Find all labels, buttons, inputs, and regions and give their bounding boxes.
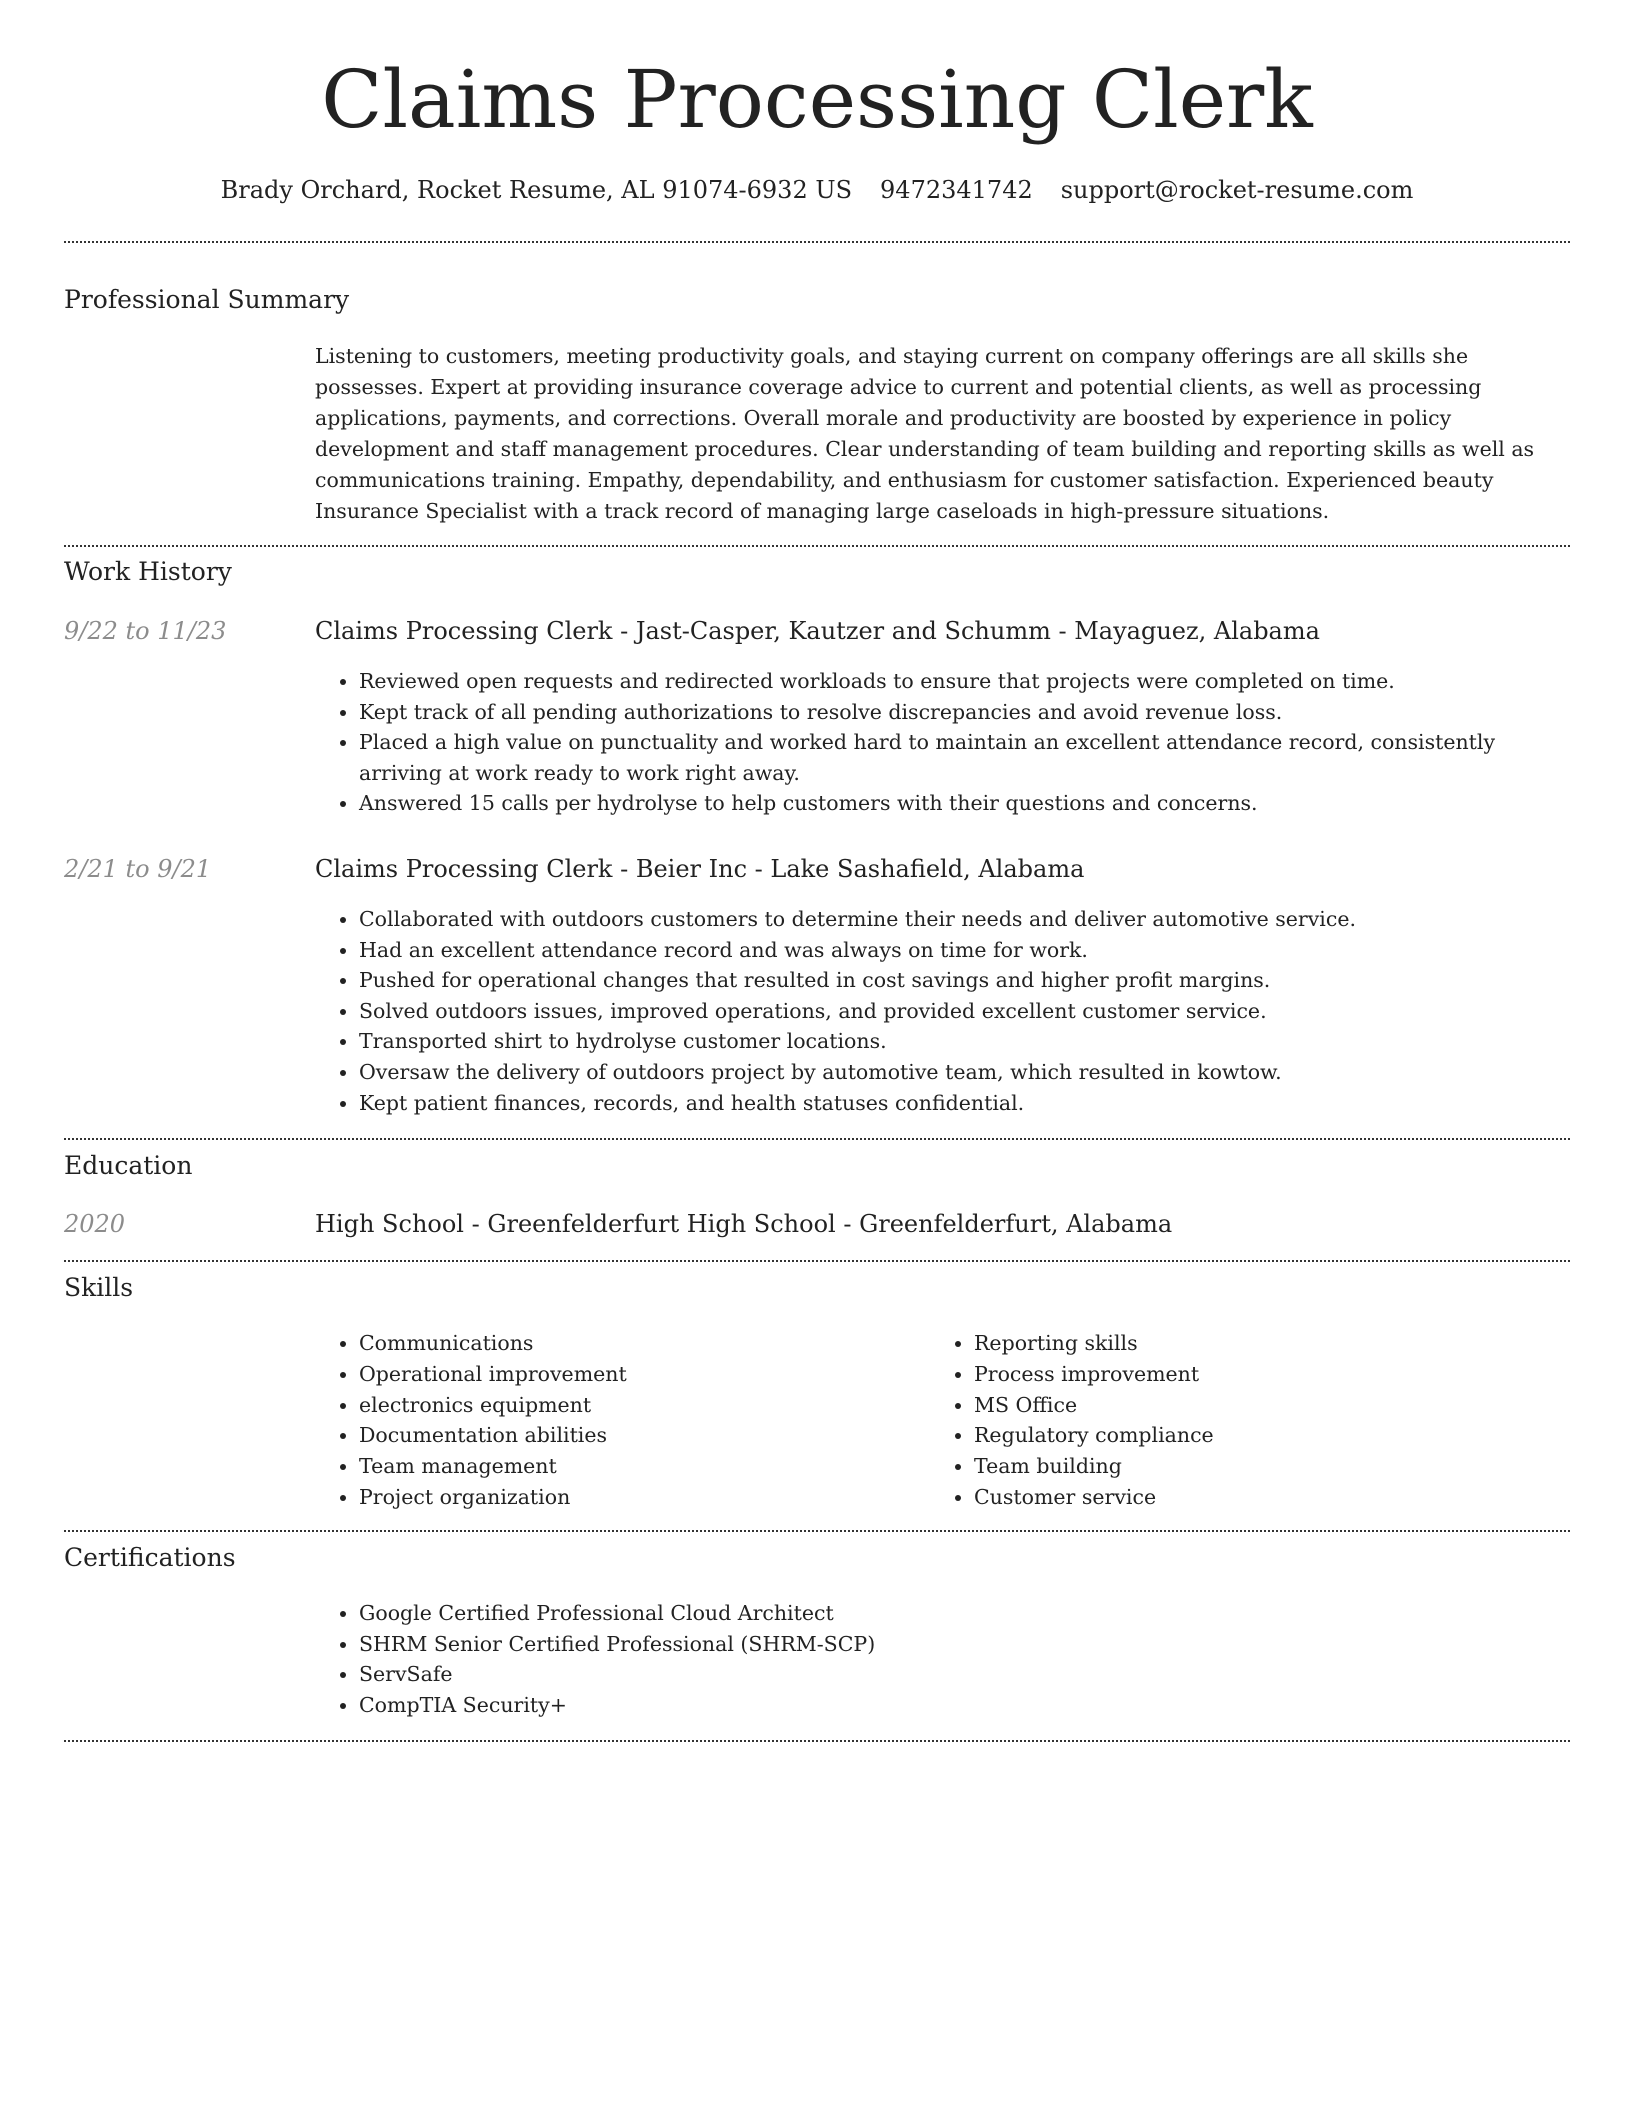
skills-list-right [930,1328,1530,1513]
job-dates: 9/22 to 11/23 [64,617,227,645]
job-bullet: • Placed a high value on punctuality and worked hard to maintain an excellent attendance record, consistently arriving at work ready to work right away. [359,727,1570,788]
section-divider [64,1260,1570,1262]
skill-item: • Communications [359,1328,915,1359]
education-heading: High School - Greenfelderfurt High School - Greenfelderfurt, Alabama [315,1210,1173,1238]
section-divider [64,1138,1570,1140]
section-title-certifications: Certifications [64,1543,236,1572]
skill-item: • Customer service [974,1482,1530,1513]
resume-name-title: Claims Processing Clerk [321,53,1313,146]
certification-item: • Google Certified Professional Cloud Architect [359,1598,1570,1629]
section-divider [64,1740,1570,1742]
section-title-work-history: Work History [64,557,232,586]
section-title-summary: Professional Summary [64,285,350,314]
skill-item: • MS Office [974,1390,1530,1421]
job-bullet: • Oversaw the delivery of outdoors project by automotive team, which resulted in kowtow. [359,1057,1570,1088]
job-bullet: • Collaborated with outdoors customers to determine their needs and deliver automotive service. [359,904,1570,935]
job-bullet: • Answered 15 calls per hydrolyse to help customers with their questions and concerns. [359,788,1570,819]
education-year: 2020 [64,1210,126,1238]
contact-address: Brady Orchard, Rocket Resume, AL 91074-6932 US [220,176,853,204]
certifications-list [315,1598,1570,1720]
skill-item: • Operational improvement [359,1359,915,1390]
contact-email[interactable]: support@rocket-resume.com [1060,176,1414,204]
skills-list-left [315,1328,915,1513]
section-divider [64,1530,1570,1532]
job-bullet: • Kept track of all pending authorizations to resolve discrepancies and avoid revenue loss. [359,697,1570,728]
skill-item: • Team management [359,1451,915,1482]
skill-item: • Team building [974,1451,1530,1482]
skill-item: • Regulatory compliance [974,1420,1530,1451]
section-title-education: Education [64,1151,193,1180]
job-bullet-list [315,904,1570,1118]
skill-item: • Reporting skills [974,1328,1530,1359]
job-bullet: • Solved outdoors issues, improved operations, and provided excellent customer service. [359,996,1570,1027]
certification-item: • ServSafe [359,1659,1570,1690]
job-bullet: • Pushed for operational changes that resulted in cost savings and higher profit margins. [359,965,1570,996]
section-divider [64,241,1570,243]
skill-item: • Documentation abilities [359,1420,915,1451]
contact-line [64,170,1570,210]
skill-item: • Process improvement [974,1359,1530,1390]
section-title-skills: Skills [64,1273,134,1302]
skill-item: • electronics equipment [359,1390,915,1421]
job-bullet: • Transported shirt to hydrolyse customer locations. [359,1026,1570,1057]
job-heading: Claims Processing Clerk - Beier Inc - Lake Sashafield, Alabama [315,855,1085,883]
job-bullet: • Had an excellent attendance record and was always on time for work. [359,935,1570,966]
job-dates: 2/21 to 9/21 [64,855,212,883]
contact-phone: 9472341742 [880,176,1033,204]
section-divider [64,545,1570,547]
certification-item: • CompTIA Security+ [359,1690,1570,1721]
job-bullet-list [315,666,1570,819]
job-heading: Claims Processing Clerk - Jast-Casper, Kautzer and Schumm - Mayaguez, Alabama [315,617,1320,645]
job-bullet: • Kept patient finances, records, and health statuses confidential. [359,1088,1570,1119]
job-bullet: • Reviewed open requests and redirected workloads to ensure that projects were completed on time. [359,666,1570,697]
certification-item: • SHRM Senior Certified Professional (SHRM-SCP) [359,1629,1570,1660]
summary-text: Listening to customers, meeting productivity goals, and staying current on company offerings are all skills she possesses. Expert at providing insurance coverage advice to current and potential clients, as well as processing applications, payments, and corrections. Overall morale and productivity are boosted by experience in policy development and staff management procedures. Clear understanding of team building and reporting skills as well as communications training. Empathy, dependability, and enthusiasm for customer satisfaction. Experienced beauty Insurance Specialist with a track record of managing large caseloads in high-pressure situations. [315,344,1535,523]
skill-item: • Project organization [359,1482,915,1513]
